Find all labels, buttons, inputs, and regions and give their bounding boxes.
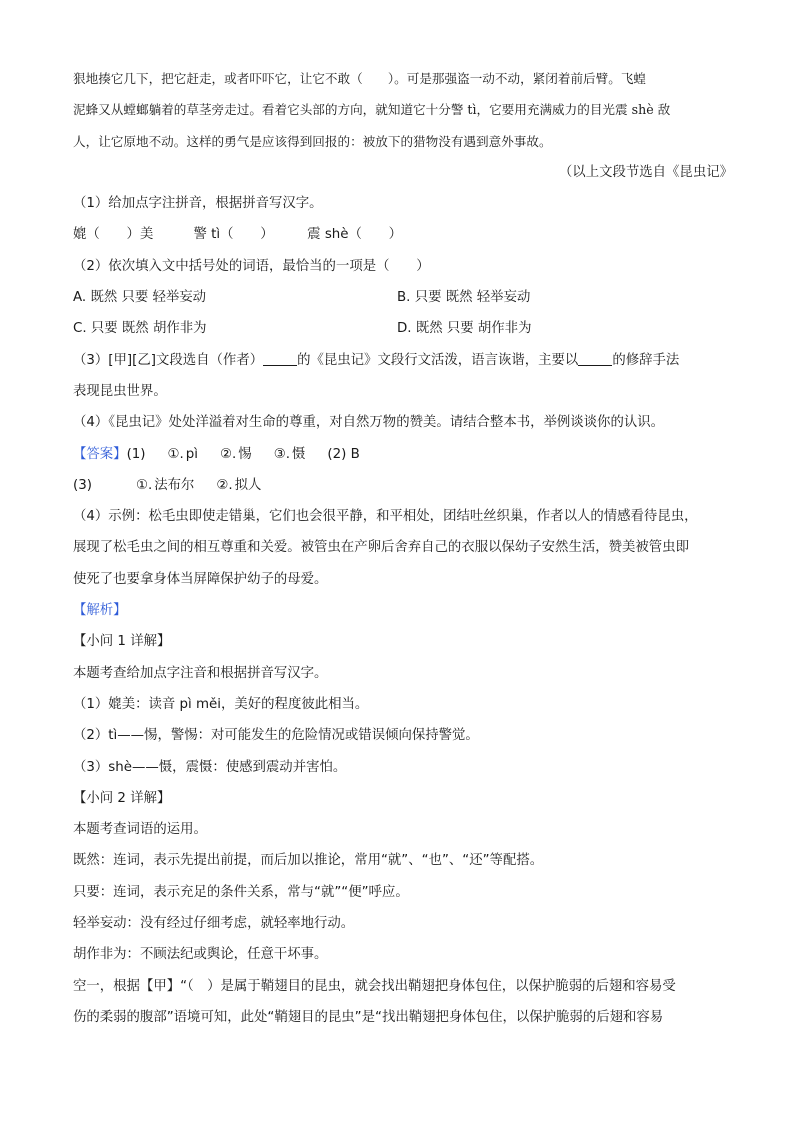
- analysis-text: （1）媲美：读音 pì měi，美好的程度彼此相当。: [73, 696, 369, 712]
- passage-line-3: 人，让它原地不动。这样的勇气是应该得到回报的：被放下的猎物没有遇到意外事故。: [73, 133, 552, 149]
- answer-line-2: (3) ①. 法布尔 ②. 拟人: [73, 477, 262, 493]
- option-a: A. 既然 只要 轻举妄动: [73, 290, 207, 306]
- blank-line: [578, 351, 612, 366]
- options-row-2: [73, 313, 733, 344]
- answer-4-line-3: 使死了也要拿身体当屏障保护幼子的母爱。: [73, 571, 328, 587]
- analysis-text: 本题考查给加点字注音和根据拼音写汉字。: [73, 665, 328, 681]
- analysis-text: 伤的柔弱的腹部”语境可知，此处“鞘翅目的昆虫”是“找出鞘翅把身体包住，以保护脆弱的后翅和容易: [73, 1009, 664, 1025]
- question-1: （1）给加点字注拼音，根据拼音写汉字。: [73, 196, 323, 212]
- blank-line: [263, 351, 297, 366]
- passage-source: （以上文段节选自《昆虫记》: [558, 164, 733, 180]
- answer-4-line-2: 展现了松毛虫之间的相互尊重和关爱。被管虫在产卵后舍弃自己的衣服以保幼子安然生活，赞美被管虫即: [73, 540, 689, 556]
- analysis-text: 胡作非为：不顾法纪或舆论，任意干坏事。: [73, 947, 328, 963]
- subquestion-2-title: 【小问 2 详解】: [73, 790, 171, 806]
- question-4: （4）《昆虫记》处处洋溢着对生命的尊重，对自然万物的赞美。请结合整本书，举例谈谈你的认识。: [73, 415, 665, 431]
- question-2: （2）依次填入文中括号处的词语，最恰当的一项是（ ）: [73, 258, 430, 274]
- passage-line-1: 狠地揍它几下，把它赶走，或者吓吓它，让它不敢（ ）。可是那强盗一动不动，紧闭着前后臂。飞蝗: [73, 71, 647, 86]
- analysis-text: （2）tì——惕，警惕：对可能发生的危险情况或错误倾向保持警觉。: [73, 728, 479, 744]
- option-c: C. 只要 既然 胡作非为: [73, 321, 207, 337]
- answer-label: 【答案】: [73, 446, 127, 462]
- analysis-text: 既然：连词，表示先提出前提，而后加以推论，常用“就”、“也”、“还”等配搭。: [73, 853, 544, 869]
- analysis-label: 【解析】: [73, 603, 127, 619]
- option-d: D. 既然 只要 胡作非为: [397, 321, 532, 337]
- analysis-text: 轻举妄动：没有经过仔细考虑，就轻率地行动。: [73, 916, 355, 932]
- analysis-text: （3）shè——慑，震慑：使感到震动并害怕。: [73, 759, 347, 775]
- passage-line-2: 泥蜂又从螳螂躺着的草茎旁走过。看着它头部的方向，就知道它十分警 tì，它要用充满威力的目光震 shè 敌: [73, 102, 671, 118]
- question-1-items: 媲（ ）美 警 tì（ ） 震 shè（ ）: [73, 227, 403, 243]
- document-body: [73, 63, 733, 1033]
- analysis-text: 本题考查词语的运用。: [73, 822, 207, 838]
- answer-4-line-1: （4）示例：松毛虫即使走错巢，它们也会很平静，和平相处，团结吐丝织巢，作者以人的情感看待昆虫，: [73, 509, 698, 525]
- subquestion-1-title: 【小问 1 详解】: [73, 634, 171, 650]
- analysis-text: 只要：连词，表示充足的条件关系，常与“就”“便”呼应。: [73, 884, 409, 900]
- analysis-text: 空一，根据【甲】“（ ）是属于鞘翅目的昆虫，就会找出鞘翅把身体包住，以保护脆弱的后翅和容易受: [73, 978, 676, 994]
- answer-line-1: 【答案】(1) ①. pì ②. 惕 ③. 慑 (2) B: [73, 446, 360, 462]
- option-b: B. 只要 既然 轻举妄动: [397, 290, 531, 306]
- options-row-1: [73, 282, 733, 313]
- question-3-cont: 表现昆虫世界。: [73, 383, 167, 399]
- question-3: （3）[甲][乙]文段选自（作者） 的《昆虫记》文段行文活泼，语言诙谐，主要以 的修辞手法: [73, 352, 680, 368]
